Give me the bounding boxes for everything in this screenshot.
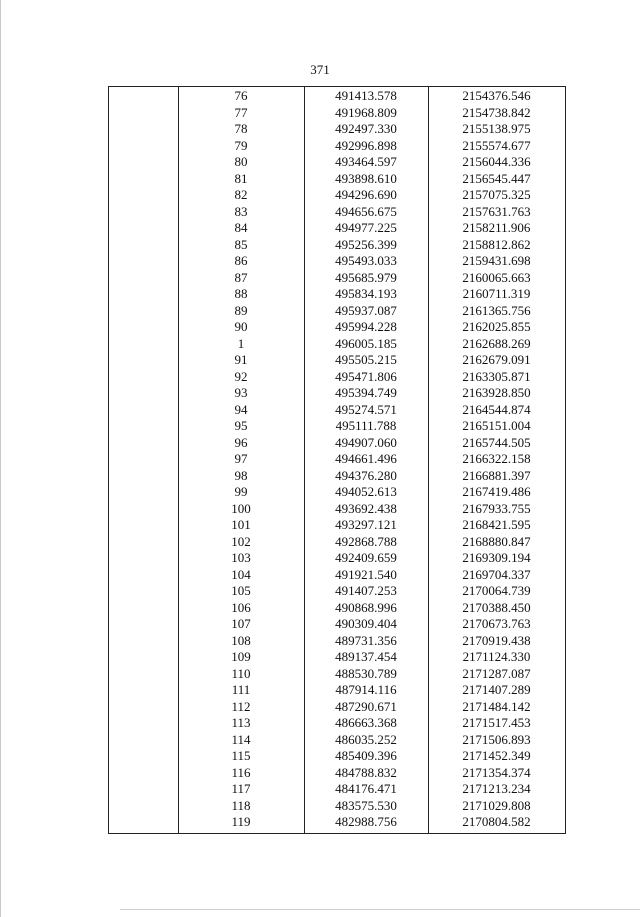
table-row (108, 171, 566, 188)
y-coordinate-cell: 2163928.850 (462, 385, 531, 400)
table-row (108, 138, 566, 155)
point-number-cell: 119 (231, 814, 251, 829)
x-coordinate-cell: 486663.368 (335, 715, 397, 730)
x-coordinate-cell: 495111.788 (335, 418, 397, 433)
y-coordinate-cell: 2169704.337 (462, 566, 531, 582)
table-top-rule (108, 86, 566, 87)
x-coordinate-cell: 495937.087 (335, 302, 397, 318)
x-coordinate-cell: 484176.471 (335, 781, 397, 796)
point-number-cell: 103 (231, 550, 251, 565)
x-coordinate-cell: 495394.749 (335, 385, 397, 400)
x-coordinate-cell: 487290.671 (335, 698, 397, 714)
table-row (108, 781, 566, 798)
y-coordinate-cell: 2170673.763 (462, 616, 531, 631)
table-row (108, 352, 566, 369)
y-coordinate-cell: 2159431.698 (462, 253, 531, 268)
x-coordinate-cell: 494296.690 (335, 187, 397, 202)
table-row (108, 748, 566, 765)
point-number-cell: 78 (234, 121, 248, 136)
point-number-cell: 77 (234, 104, 248, 120)
point-number-cell: 94 (234, 401, 248, 417)
table-row (108, 220, 566, 237)
x-coordinate-cell: 482988.756 (335, 814, 397, 829)
scan-edge (0, 0, 1, 917)
table-row (108, 369, 566, 386)
y-coordinate-cell: 2167933.755 (462, 500, 531, 516)
point-number-cell: 111 (231, 682, 251, 697)
x-coordinate-cell: 484788.832 (335, 764, 397, 780)
point-number-cell: 87 (234, 269, 248, 285)
y-coordinate-cell: 2157075.325 (462, 187, 531, 202)
y-coordinate-cell: 2156044.336 (462, 154, 531, 169)
table-row (108, 336, 566, 353)
x-coordinate-cell: 495256.399 (335, 236, 397, 252)
x-coordinate-cell: 483575.530 (335, 797, 397, 813)
point-number-cell: 82 (234, 187, 248, 202)
point-number-cell: 84 (234, 220, 248, 235)
x-coordinate-cell: 491407.253 (335, 583, 397, 598)
x-coordinate-cell: 489137.454 (335, 649, 397, 664)
table-row (108, 303, 566, 320)
x-coordinate-cell: 489731.356 (335, 632, 397, 648)
point-number-cell: 118 (231, 797, 251, 813)
point-number-cell: 86 (234, 253, 248, 268)
table-row (108, 204, 566, 221)
x-coordinate-cell: 494907.060 (335, 434, 397, 450)
y-coordinate-cell: 2163305.871 (462, 368, 531, 384)
x-coordinate-cell: 493692.438 (335, 500, 397, 516)
x-coordinate-cell: 495471.806 (335, 368, 397, 384)
x-coordinate-cell: 493898.610 (335, 170, 397, 186)
point-number-cell: 113 (231, 715, 251, 730)
y-coordinate-cell: 2166322.158 (462, 451, 531, 466)
x-coordinate-cell: 496005.185 (335, 335, 397, 351)
table-row (108, 649, 566, 666)
x-coordinate-cell: 492409.659 (335, 550, 397, 565)
y-coordinate-cell: 2171213.234 (462, 781, 531, 796)
point-number-cell: 110 (231, 665, 251, 681)
point-number-cell: 95 (234, 418, 248, 433)
point-number-cell: 93 (234, 385, 248, 400)
point-number-cell: 116 (231, 764, 251, 780)
x-coordinate-cell: 490309.404 (335, 616, 397, 631)
point-number-cell: 97 (234, 451, 248, 466)
point-number-cell: 117 (231, 781, 251, 796)
point-number-cell: 90 (234, 319, 248, 334)
point-number-cell: 112 (231, 698, 251, 714)
x-coordinate-cell: 495685.979 (335, 269, 397, 285)
y-coordinate-cell: 2171287.087 (462, 665, 531, 681)
y-coordinate-cell: 2170919.438 (462, 632, 531, 648)
point-number-cell: 1 (237, 335, 245, 351)
table-row (108, 451, 566, 468)
point-number-cell: 91 (234, 352, 248, 367)
table-row (108, 121, 566, 138)
point-number-cell: 100 (231, 500, 251, 516)
table-row (108, 765, 566, 782)
y-coordinate-cell: 2164544.874 (462, 401, 531, 417)
point-number-cell: 115 (231, 748, 251, 763)
y-coordinate-cell: 2171484.142 (462, 698, 531, 714)
point-number-cell: 79 (234, 137, 248, 153)
y-coordinate-cell: 2162688.269 (462, 335, 531, 351)
y-coordinate-cell: 2155138.975 (462, 121, 531, 136)
y-coordinate-cell: 2154376.546 (462, 88, 531, 103)
x-coordinate-cell: 495994.228 (335, 319, 397, 334)
x-coordinate-cell: 491413.578 (335, 88, 397, 103)
y-coordinate-cell: 2168421.595 (462, 517, 531, 532)
table-row (108, 517, 566, 534)
y-coordinate-cell: 2169309.194 (462, 550, 531, 565)
page-bottom-rule (120, 909, 640, 910)
table-row (108, 732, 566, 749)
point-number-cell: 89 (234, 302, 248, 318)
y-coordinate-cell: 2171354.374 (462, 764, 531, 780)
point-number-cell: 81 (234, 170, 248, 186)
x-coordinate-cell: 494977.225 (335, 220, 397, 235)
x-coordinate-cell: 485409.396 (335, 748, 397, 763)
table-row (108, 88, 566, 105)
table-row (108, 666, 566, 683)
x-coordinate-cell: 495274.571 (335, 401, 397, 417)
x-coordinate-cell: 490868.996 (335, 599, 397, 615)
x-coordinate-cell: 493297.121 (335, 517, 397, 532)
table-row (108, 550, 566, 567)
table-row (108, 418, 566, 435)
y-coordinate-cell: 2162679.091 (462, 352, 531, 367)
table-row (108, 583, 566, 600)
y-coordinate-cell: 2171407.289 (462, 682, 531, 697)
y-coordinate-cell: 2161365.756 (462, 302, 531, 318)
table-row (108, 319, 566, 336)
y-coordinate-cell: 2171124.330 (462, 649, 531, 664)
table-row (108, 715, 566, 732)
table-row (108, 600, 566, 617)
table-row (108, 534, 566, 551)
point-number-cell: 92 (234, 368, 248, 384)
table-row (108, 633, 566, 650)
x-coordinate-cell: 492868.788 (335, 533, 397, 549)
x-coordinate-cell: 487914.116 (335, 682, 397, 697)
y-coordinate-cell: 2158812.862 (462, 236, 531, 252)
table-row (108, 484, 566, 501)
table-row (108, 270, 566, 287)
y-coordinate-cell: 2165744.505 (462, 434, 531, 450)
y-coordinate-cell: 2155574.677 (462, 137, 531, 153)
point-number-cell: 106 (231, 599, 251, 615)
table-bottom-rule (108, 833, 566, 834)
x-coordinate-cell: 494661.496 (335, 451, 397, 466)
x-coordinate-cell: 488530.789 (335, 665, 397, 681)
y-coordinate-cell: 2171506.893 (462, 731, 531, 747)
point-number-cell: 101 (231, 517, 251, 532)
point-number-cell: 104 (231, 566, 251, 582)
table-row (108, 402, 566, 419)
x-coordinate-cell: 491968.809 (335, 104, 397, 120)
point-number-cell: 96 (234, 434, 248, 450)
point-number-cell: 102 (231, 533, 251, 549)
table-row (108, 105, 566, 122)
table-row (108, 567, 566, 584)
coordinate-table (108, 86, 566, 834)
point-number-cell: 80 (234, 154, 248, 169)
x-coordinate-cell: 494656.675 (335, 203, 397, 219)
x-coordinate-cell: 491921.540 (335, 566, 397, 582)
x-coordinate-cell: 494052.613 (335, 484, 397, 499)
point-number-cell: 114 (231, 731, 251, 747)
page-number: 371 (310, 62, 330, 77)
y-coordinate-cell: 2160711.319 (462, 286, 531, 301)
y-coordinate-cell: 2157631.763 (462, 203, 531, 219)
x-coordinate-cell: 492497.330 (335, 121, 397, 136)
table-row (108, 468, 566, 485)
table-row (108, 154, 566, 171)
point-number-cell: 76 (234, 88, 248, 103)
point-number-cell: 85 (234, 236, 248, 252)
y-coordinate-cell: 2158211.906 (462, 220, 531, 235)
point-number-cell: 107 (231, 616, 251, 631)
table-row (108, 699, 566, 716)
point-number-cell: 105 (231, 583, 251, 598)
y-coordinate-cell: 2171452.349 (462, 748, 531, 763)
y-coordinate-cell: 2166881.397 (462, 467, 531, 483)
y-coordinate-cell: 2154738.842 (462, 104, 531, 120)
y-coordinate-cell: 2171029.808 (462, 797, 531, 813)
x-coordinate-cell: 495834.193 (335, 286, 397, 301)
x-coordinate-cell: 495493.033 (335, 253, 397, 268)
y-coordinate-cell: 2170388.450 (462, 599, 531, 615)
table-row (108, 798, 566, 815)
table-body (108, 88, 566, 831)
table-row (108, 814, 566, 831)
point-number-cell: 99 (234, 484, 248, 499)
x-coordinate-cell: 495505.215 (335, 352, 397, 367)
y-coordinate-cell: 2168880.847 (462, 533, 531, 549)
table-row (108, 253, 566, 270)
table-row (108, 616, 566, 633)
y-coordinate-cell: 2160065.663 (462, 269, 531, 285)
point-number-cell: 109 (231, 649, 251, 664)
table-row (108, 501, 566, 518)
y-coordinate-cell: 2167419.486 (462, 484, 531, 499)
x-coordinate-cell: 486035.252 (335, 731, 397, 747)
x-coordinate-cell: 492996.898 (335, 137, 397, 153)
table-row (108, 286, 566, 303)
y-coordinate-cell: 2162025.855 (462, 319, 531, 334)
y-coordinate-cell: 2170064.739 (462, 583, 531, 598)
y-coordinate-cell: 2165151.004 (462, 418, 531, 433)
table-row (108, 682, 566, 699)
point-number-cell: 83 (234, 203, 248, 219)
point-number-cell: 98 (234, 467, 248, 483)
y-coordinate-cell: 2170804.582 (462, 814, 531, 829)
table-row (108, 435, 566, 452)
y-coordinate-cell: 2171517.453 (462, 715, 531, 730)
point-number-cell: 88 (234, 286, 248, 301)
y-coordinate-cell: 2156545.447 (462, 170, 531, 186)
table-row (108, 187, 566, 204)
x-coordinate-cell: 493464.597 (335, 154, 397, 169)
table-row (108, 237, 566, 254)
point-number-cell: 108 (231, 632, 251, 648)
x-coordinate-cell: 494376.280 (335, 467, 397, 483)
table-row (108, 385, 566, 402)
